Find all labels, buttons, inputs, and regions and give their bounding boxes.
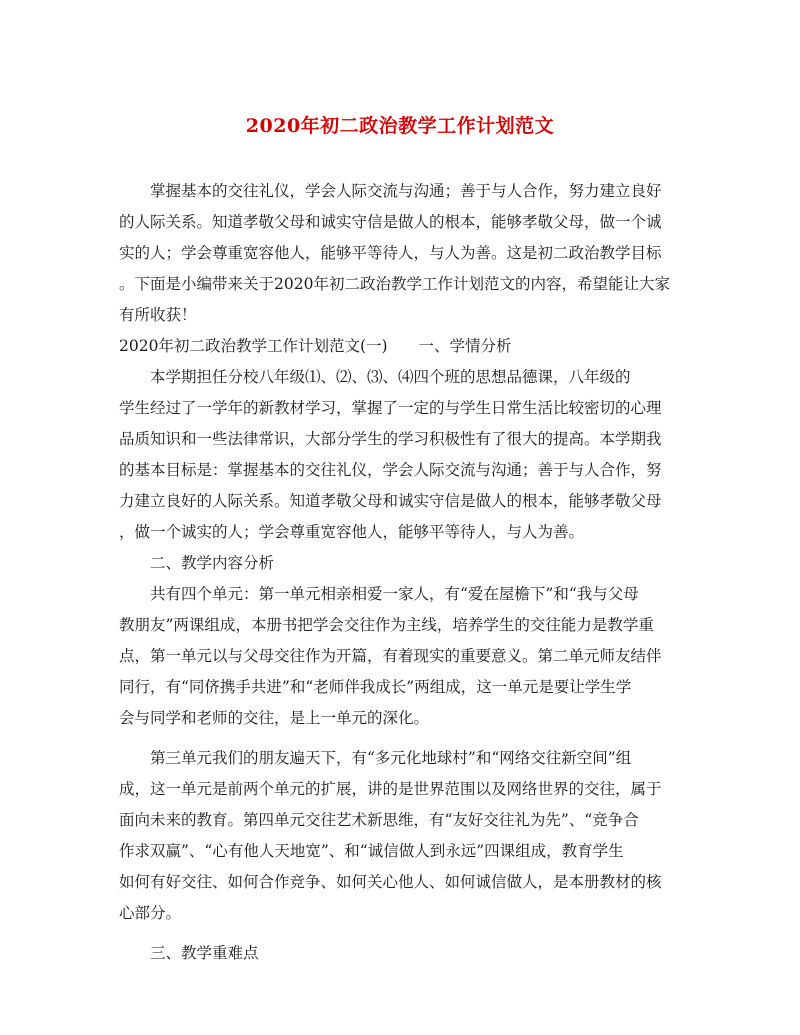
text-line: 心部分。 (119, 904, 182, 922)
document-body (119, 176, 681, 969)
paragraph-gap (119, 734, 681, 743)
text-line: 2020年初二政治教学工作计划范文(一) 一、学情分析 (119, 337, 512, 355)
text-line: 。下面是小编带来关于2020年初二政治教学工作计划范文的内容，希望能让大家 (119, 275, 670, 293)
text-line: 如何有好交往、如何合作竞争、如何关心他人、如何诚信做人，是本册教材的核 (119, 873, 662, 891)
text-line: 教朋友”两课组成，本册书把学会交往作为主线，培养学生的交往能力是教学重 (119, 616, 654, 634)
text-line: 有所收获！ (119, 306, 197, 324)
text-line: 力建立良好的人际关系。知道孝敬父母和诚实守信是做人的根本，能够孝敬父母 (119, 492, 662, 510)
text-line: 的基本目标是：掌握基本的交往礼仪，学会人际交流与沟通；善于与人合作，努 (119, 461, 662, 479)
text-line: 同行，有“同侪携手共进”和“老师伴我成长”两组成，这一单元是要让学生学 (119, 678, 632, 696)
document-title: 2020年初二政治教学工作计划范文 (245, 115, 555, 137)
paragraph-gap (119, 929, 681, 938)
text-line: 三、教学重难点 (150, 944, 259, 962)
text-line: 二、教学内容分析 (150, 554, 275, 572)
text-line: 本学期担任分校八年级⑴、⑵、⑶、⑷四个班的思想品德课，八年级的 (150, 368, 631, 386)
text-line: 掌握基本的交往礼仪，学会人际交流与沟通；善于与人合作，努力建立良好 (150, 182, 662, 200)
text-line: 成，这一单元是前两个单元的扩展，讲的是世界范围以及网络世界的交往，属于 (119, 780, 662, 798)
text-line: 品质知识和一些法律常识，大部分学生的学习积极性有了很大的提高。本学期我 (119, 430, 662, 448)
text-line: 会与同学和老师的交往，是上一单元的深化。 (119, 709, 430, 727)
text-line: 面向未来的教育。第四单元交往艺术新思维，有“友好交往礼为先”、“竞争合 (119, 811, 639, 829)
text-line: 的人际关系。知道孝敬父母和诚实守信是做人的根本，能够孝敬父母，做一个诚 (119, 213, 662, 231)
text-line: 实的人；学会尊重宽容他人，能够平等待人，与人为善。这是初二政治教学目标 (119, 244, 662, 262)
text-line: 第三单元我们的朋友遍天下，有“多元化地球村”和“网络交往新空间”组 (150, 749, 632, 767)
text-line: 作求双赢”、“心有他人天地宽”、和“诚信做人到永远”四课组成，教育学生 (119, 842, 624, 860)
text-line: 学生经过了一学年的新教材学习，掌握了一定的与学生日常生活比较密切的心理 (119, 399, 662, 417)
text-line: ，做一个诚实的人；学会尊重宽容他人，能够平等待人，与人为善。 (119, 523, 585, 541)
text-line: 共有四个单元：第一单元相亲相爱一家人，有“爱在屋檐下”和“我与父母 (150, 585, 639, 603)
text-line: 点，第一单元以与父母交往作为开篇，有着现实的重要意义。第二单元师友结伴 (119, 647, 662, 665)
